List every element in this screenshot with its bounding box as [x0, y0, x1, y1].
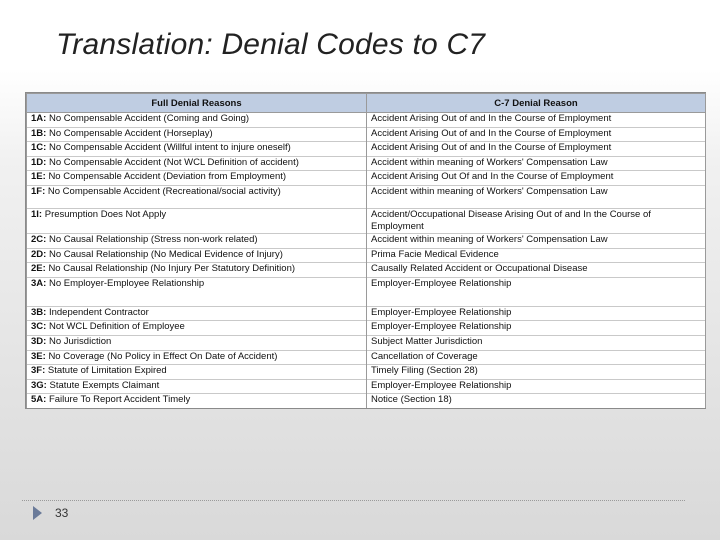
denial-code: 2C: — [31, 233, 47, 245]
denial-reason-text: Presumption Does Not Apply — [44, 208, 167, 220]
denial-code: 5A: — [31, 394, 47, 406]
denial-code: 3G: — [31, 379, 47, 391]
c7-denial-reason-cell: Accident/Occupational Disease Arising Out of and In the Course of Employment — [367, 208, 706, 233]
table-row — [27, 350, 706, 365]
denial-code: 1F: — [31, 185, 46, 197]
c7-denial-reason-cell: Employer-Employee Relationship — [367, 306, 706, 321]
table-row — [27, 335, 706, 350]
denial-reason-text: No Employer-Employee Relationship — [48, 277, 205, 289]
denial-code: 3A: — [31, 277, 47, 289]
c7-denial-reason-cell: Accident within meaning of Workers' Compensation Law — [367, 156, 706, 171]
denial-code: 1I: — [31, 208, 43, 220]
header-c7-denial-reason: C-7 Denial Reason — [367, 94, 706, 113]
c7-denial-reason-cell: Accident Arising Out of and In the Course of Employment — [367, 113, 706, 128]
denial-code: 2D: — [31, 248, 47, 260]
full-denial-reason-cell — [27, 233, 367, 248]
header-full-denial-reasons: Full Denial Reasons — [27, 94, 367, 113]
full-denial-reason-cell — [27, 350, 367, 365]
full-denial-reason-cell — [27, 142, 367, 157]
denial-reason-text: No Compensable Accident (Not WCL Definition of accident) — [48, 156, 299, 168]
denial-reason-text: No Causal Relationship (No Injury Per Statutory Definition) — [48, 263, 296, 275]
full-denial-reason-cell — [27, 263, 367, 278]
table-row — [27, 248, 706, 263]
full-denial-reason-cell — [27, 277, 367, 306]
c7-denial-reason-cell: Accident Arising Out of and In the Course of Employment — [367, 127, 706, 142]
c7-denial-reason-cell: Accident Arising Out Of and In the Course of Employment — [367, 171, 706, 186]
full-denial-reason-cell — [27, 394, 367, 409]
table-row — [27, 171, 706, 186]
denial-code: 1E: — [31, 171, 46, 183]
denial-reason-text: No Coverage (No Policy in Effect On Date of Accident) — [48, 350, 278, 362]
denial-code: 2E: — [31, 263, 46, 275]
table-row — [27, 113, 706, 128]
denial-reason-text: Failure To Report Accident Timely — [48, 394, 191, 406]
c7-denial-reason-cell: Subject Matter Jurisdiction — [367, 335, 706, 350]
c7-denial-reason-cell: Notice (Section 18) — [367, 394, 706, 409]
denial-reason-text: Independent Contractor — [48, 306, 149, 318]
c7-denial-reason-cell: Prima Facie Medical Evidence — [367, 248, 706, 263]
full-denial-reason-cell — [27, 171, 367, 186]
table-row — [27, 277, 706, 306]
table-row — [27, 306, 706, 321]
denial-reason-text: No Jurisdiction — [48, 335, 112, 347]
c7-denial-reason-cell: Employer-Employee Relationship — [367, 379, 706, 394]
denial-code: 3E: — [31, 350, 46, 362]
full-denial-reason-cell — [27, 113, 367, 128]
denial-code: 1C: — [31, 142, 47, 154]
denial-reason-text: No Compensable Accident (Coming and Going) — [48, 113, 250, 124]
table-row — [27, 156, 706, 171]
table-body — [27, 113, 706, 409]
table-row — [27, 127, 706, 142]
table-row — [27, 321, 706, 336]
c7-denial-reason-cell: Employer-Employee Relationship — [367, 277, 706, 306]
table-row — [27, 233, 706, 248]
denial-reason-text: No Compensable Accident (Horseplay) — [48, 127, 213, 139]
table-row — [27, 379, 706, 394]
slide-title: Translation: Denial Codes to C7 — [56, 28, 486, 61]
c7-denial-reason-cell: Causally Related Accident or Occupational Disease — [367, 263, 706, 278]
denial-code: 3F: — [31, 365, 46, 377]
denial-reason-text: No Causal Relationship (No Medical Evidence of Injury) — [48, 248, 283, 260]
full-denial-reason-cell — [27, 248, 367, 263]
c7-denial-reason-cell: Accident within meaning of Workers' Compensation Law — [367, 233, 706, 248]
denial-code: 3B: — [31, 306, 47, 318]
full-denial-reason-cell — [27, 365, 367, 380]
denial-code: 1A: — [31, 113, 47, 124]
table-row — [27, 365, 706, 380]
denial-reason-text: No Compensable Accident (Deviation from Employment) — [48, 171, 287, 183]
denial-reason-text: Statute Exempts Claimant — [49, 379, 160, 391]
bullet-arrow-icon — [33, 506, 42, 520]
denial-reason-text: No Compensable Accident (Willful intent to injure oneself) — [48, 142, 291, 154]
full-denial-reason-cell — [27, 321, 367, 336]
full-denial-reason-cell — [27, 185, 367, 208]
full-denial-reason-cell — [27, 306, 367, 321]
table-row — [27, 263, 706, 278]
full-denial-reason-cell — [27, 379, 367, 394]
denial-reason-text: No Compensable Accident (Recreational/social activity) — [47, 185, 281, 197]
denial-code: 1B: — [31, 127, 47, 139]
denial-code: 3C: — [31, 321, 47, 333]
full-denial-reason-cell — [27, 127, 367, 142]
denial-codes-table — [25, 92, 706, 409]
full-denial-reason-cell — [27, 335, 367, 350]
c7-denial-reason-cell: Accident Arising Out of and In the Course of Employment — [367, 142, 706, 157]
c7-denial-reason-cell: Accident within meaning of Workers' Compensation Law — [367, 185, 706, 208]
c7-denial-reason-cell: Timely Filing (Section 28) — [367, 365, 706, 380]
page-number: 33 — [55, 506, 69, 520]
c7-denial-reason-cell: Employer-Employee Relationship — [367, 321, 706, 336]
denial-code: 1D: — [31, 156, 47, 168]
table-row — [27, 185, 706, 208]
denial-reason-text: No Causal Relationship (Stress non-work related) — [48, 233, 258, 245]
c7-denial-reason-cell: Cancellation of Coverage — [367, 350, 706, 365]
denial-reason-text: Not WCL Definition of Employee — [48, 321, 185, 333]
table-row — [27, 142, 706, 157]
table-row — [27, 394, 706, 409]
table-row — [27, 208, 706, 233]
denial-code: 3D: — [31, 335, 47, 347]
denial-reason-text: Statute of Limitation Expired — [47, 365, 167, 377]
footer-divider — [22, 500, 685, 501]
full-denial-reason-cell — [27, 156, 367, 171]
full-denial-reason-cell — [27, 208, 367, 233]
